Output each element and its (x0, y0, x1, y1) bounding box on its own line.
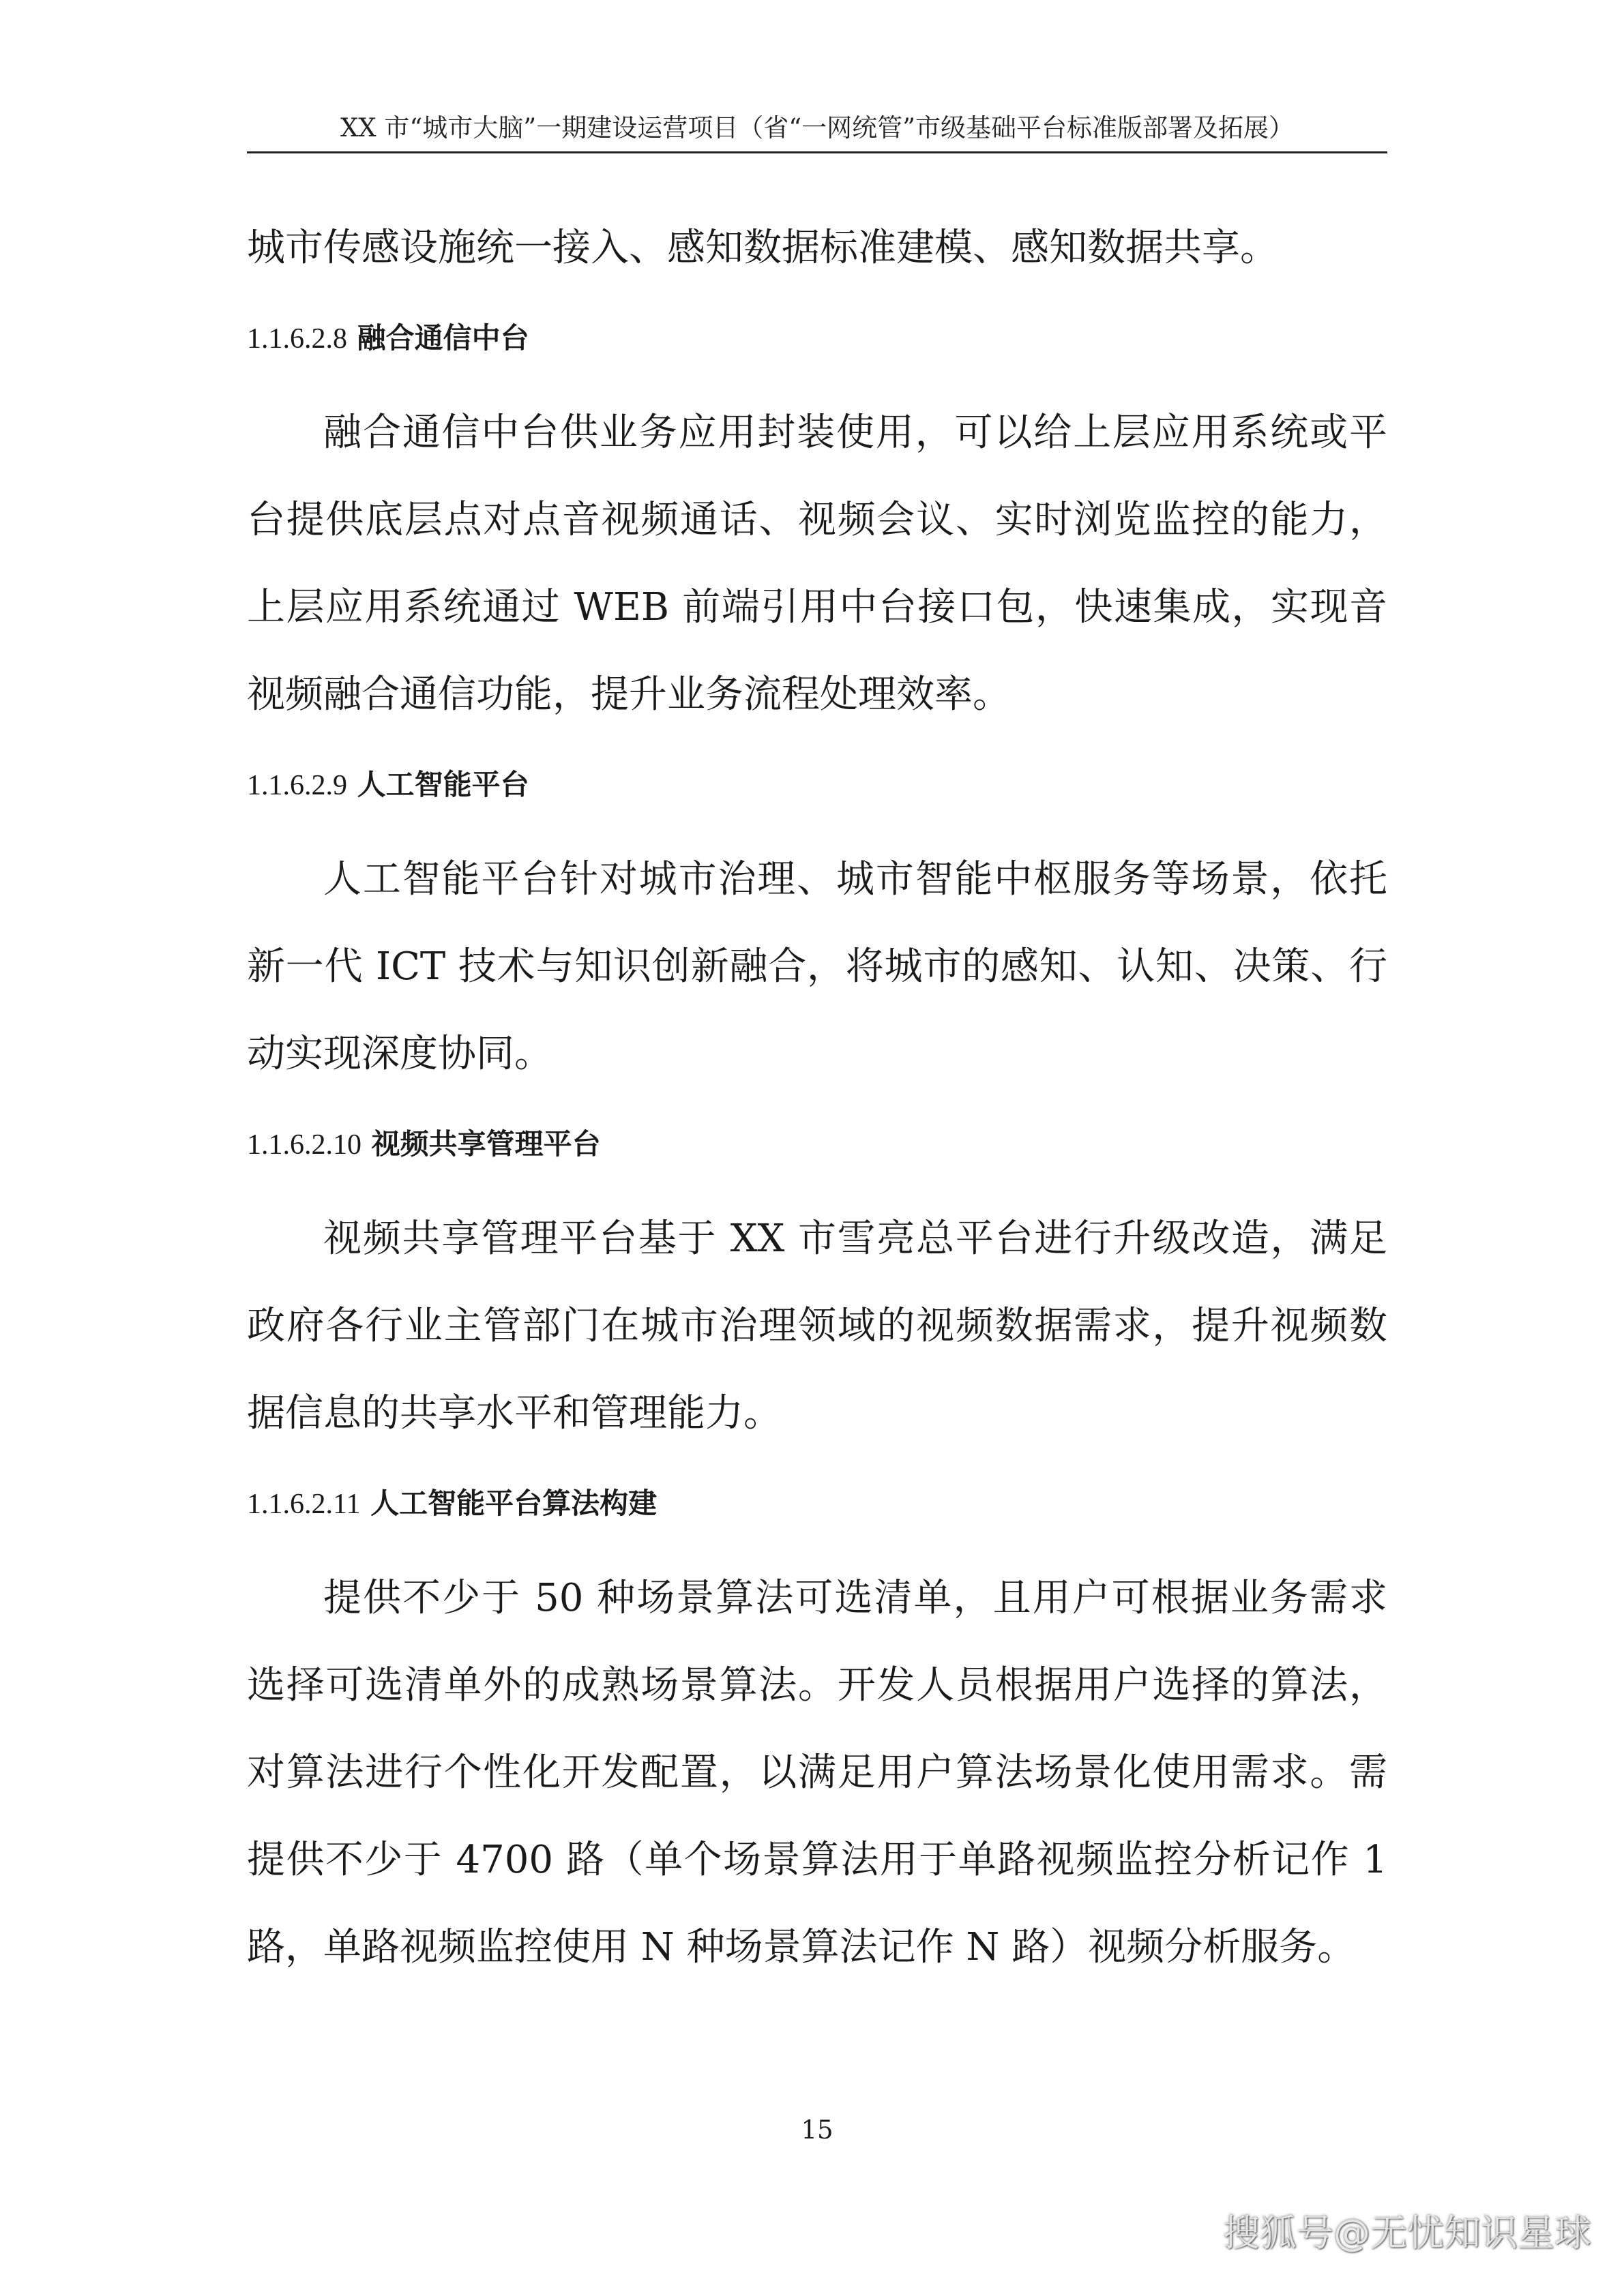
section-number: 1.1.6.2.11 (247, 1489, 361, 1520)
section-number: 1.1.6.2.8 (247, 323, 347, 355)
section-title: 人工智能平台算法构建 (370, 1487, 658, 1520)
section-number: 1.1.6.2.9 (247, 770, 347, 801)
section-heading-1-1-6-2-10 (247, 1098, 1387, 1195)
section-paragraph: 视频共享管理平台基于 XX 市雪亮总平台进行升级改造，满足政府各行业主管部门在城市治理领域的视频数据需求，提升视频数据信息的共享水平和管理能力。 (247, 1217, 1387, 1435)
section-heading-1-1-6-2-8 (247, 292, 1387, 389)
section-paragraph: 提供不少于 50 种场景算法可选清单，且用户可根据业务需求选择可选清单外的成熟场景算法。开发人员根据用户选择的算法，对算法进行个性化开发配置，以满足用户算法场景化使用需求。需提供不少于 4700 路（单个场景算法用于单路视频监控分析记作 1 路，单路视频监控使用 N 种场景算法记作 N 路）视频分析服务。 (247, 1576, 1388, 1969)
section-heading-1-1-6-2-11 (247, 1457, 1387, 1555)
section-title: 人工智能平台 (357, 768, 529, 801)
section-number: 1.1.6.2.10 (247, 1129, 361, 1161)
intro-paragraph: 城市传感设施统一接入、感知数据标准建模、感知数据共享。 (247, 226, 1278, 270)
watermark-text: 搜狐号@无忧知识星球 (1223, 2211, 1591, 2254)
page-number: 15 (801, 2115, 833, 2145)
section-heading-1-1-6-2-9 (247, 739, 1387, 836)
header-divider (247, 151, 1387, 153)
page-header: XX 市“城市大脑”一期建设运营项目（省“一网统管”市级基础平台标准版部署及拓展） (340, 113, 1295, 143)
section-paragraph: 融合通信中台供业务应用封装使用，可以给上层应用系统或平台提供底层点对点音视频通话、视频会议、实时浏览监控的能力，上层应用系统通过 WEB 前端引用中台接口包，快速集成，实现音视频融合通信功能，提升业务流程处理效率。 (247, 411, 1387, 717)
section-title: 融合通信中台 (357, 321, 529, 355)
document-body (247, 205, 1387, 1991)
section-paragraph: 人工智能平台针对城市治理、城市智能中枢服务等场景，依托新一代 ICT 技术与知识创新融合，将城市的感知、认知、决策、行动实现深度协同。 (247, 857, 1387, 1076)
section-title: 视频共享管理平台 (371, 1127, 601, 1161)
